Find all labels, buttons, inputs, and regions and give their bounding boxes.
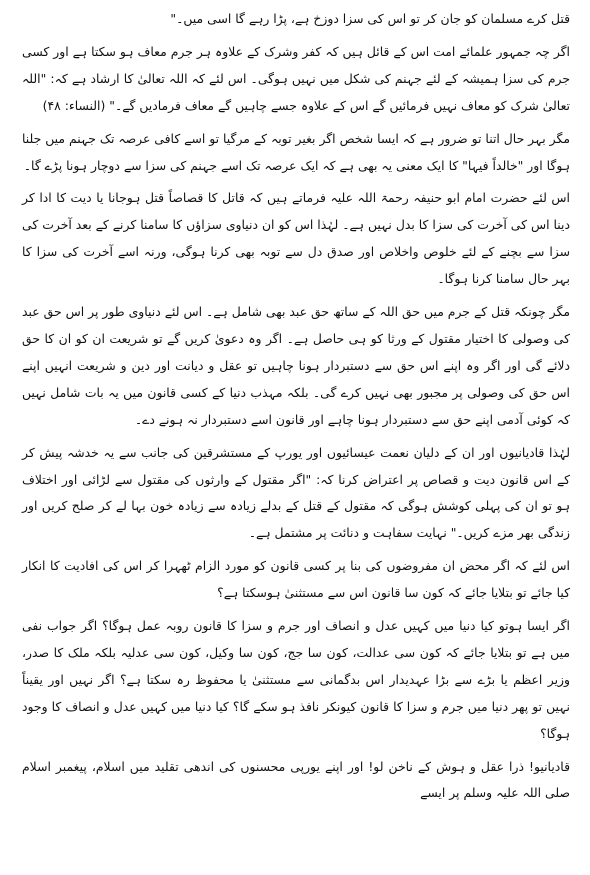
- paragraph-without-repentance: مگر بہر حال اتنا تو ضرور ہے کہ ایسا شخص اگر بغیر توبہ کے مرگیا تو اسے کافی عرصہ تک جہنم میں جلنا ہوگا اور "خالداً فیہا" کا ایک معنی یہ بھی ہے کہ ایک عرصہ تک اسے جہنم کی سزا سے دوچار ہونا پڑے گا۔: [22, 130, 570, 173]
- paragraph-right-of-servant: مگر چونکہ قتل کے جرم میں حق اللہ کے ساتھ حق عبد بھی شامل ہے۔ اس لئے دنیاوی طور پر اس حق عبد کی وصولی کا اختیار مقتول کے ورثا کو ہی حاصل ہے۔ اگر وہ دعویٰ کریں گے تو شریعت ان کو ان کا حق دلائے گی اور اگر وہ اپنے اس حق سے دستبردار ہونا چاہیں تو عقل و دیانت اور دین و شریعت انہیں اپنے اس حق کی وصولی پر مجبور بھی نہیں کرے گی۔ بلکہ مہذب دنیا کے کسی قانون میں یہ بات شامل نہیں کہ کوئی آدمی اپنے حق سے دستبردار ہونا چاہے اور قانون اسے دستبردار نہ ہونے دے۔: [22, 304, 570, 427]
- paragraph-justice-question: اگر ایسا ہوتو کیا دنیا میں کہیں عدل و انصاف اور جرم و سزا کا قانون روبہ عمل ہوگا؟ اگر جواب نفی میں ہے تو بتلایا جائے کہ کون سی عدالت، کون سا جج، کون سا وکیل، کون سی عدلیہ بلکہ ملک کا صدر، وزیر اعظم یا بڑے سے بڑا عہدیدار اس بدگمانی سے مستثنیٰ یا محفوظ رہ سکتا ہے؟ اگر نہیں اور یقیناً نہیں تو پھر دنیا میں جرم و سزا کا قانون کیونکر نافذ ہو سکے گا؟ کیا دنیا میں کہیں عدل و انصاف کا وجود ہوگا؟: [22, 618, 570, 741]
- urdu-text-column: [22, 6, 570, 813]
- paragraph-assumptions: اس لئے کہ اگر محض ان مفروضوں کی بنا پر کسی قانون کو مورد الزام ٹھہرا کر اس کی افادیت کا انکار کیا جائے تو بتلایا جائے کہ کون سا قانون اس سے مستثنیٰ ہوسکتا ہے؟: [22, 558, 570, 601]
- paragraph-closing: قادیانیو! ذرا عقل و ہوش کے ناخن لو! اور اپنے یورپی محسنوں کی اندھی تقلید میں اسلام، پیغمبر اسلام صلی اللہ علیہ وسلم پر ایسے: [22, 758, 570, 801]
- paragraph-imam-abu-hanifa: اس لئے حضرت امام ابو حنیفہ رحمۃ اللہ علیہ فرماتے ہیں کہ قاتل کا قصاصاً قتل ہوجانا یا دیت کا ادا کر دینا اس کی آخرت کی سزا کا بدل نہیں ہے۔ لہٰذا اس کو ان دنیاوی سزاؤں کا سامنا کرنے کے بعد آخرت کی سزا سے بچنے کے لئے خلوص واخلاص اور صدق دل سے توبہ بھی کرنا ہوگی، ورنہ اسے آخرت کی سزا کا بہر حال سامنا کرنا ہوگا۔: [22, 190, 570, 287]
- paragraph-objection: لہٰذا قادیانیوں اور ان کے دلیان نعمت عیسائیوں اور یورپ کے مستشرقین کی جانب سے یہ خدشہ پیش کر کے اس قانون دیت و قصاص پر اعتراض کرنا کہ: "اگر مقتول کے وارثوں کی مقتول سے لڑائی اور اختلاف ہو تو ان کی پہلی کوشش ہوگی کہ مقتول کے قتل کے بدلے زیادہ سے زیادہ خون بہا لے کر صلح کریں اور زندگی بھر مزے کریں۔" نہایت سفاہت و دنائت پر مشتمل ہے۔: [22, 444, 570, 541]
- paragraph-verse-ending: قتل کرے مسلمان کو جان کر تو اس کی سزا دوزخ ہے، پڑا رہے گا اسی میں۔": [170, 11, 570, 26]
- paragraph-scholars-opinion: اگر چہ جمہور علمائے امت اس کے قائل ہیں کہ کفر وشرک کے علاوہ ہر جرم معاف ہو سکتا ہے اور کسی جرم کی سزا ہمیشہ کے لئے جہنم کی شکل میں نہیں ہوگی۔ اس لئے کہ اللہ تعالیٰ کا ارشاد ہے کہ: "اللہ تعالیٰ شرک کو معاف نہیں فرمائیں گے اس کے علاوہ جسے چاہیں گے معاف فرمادیں گے۔" (النساء: ۴۸): [22, 43, 570, 113]
